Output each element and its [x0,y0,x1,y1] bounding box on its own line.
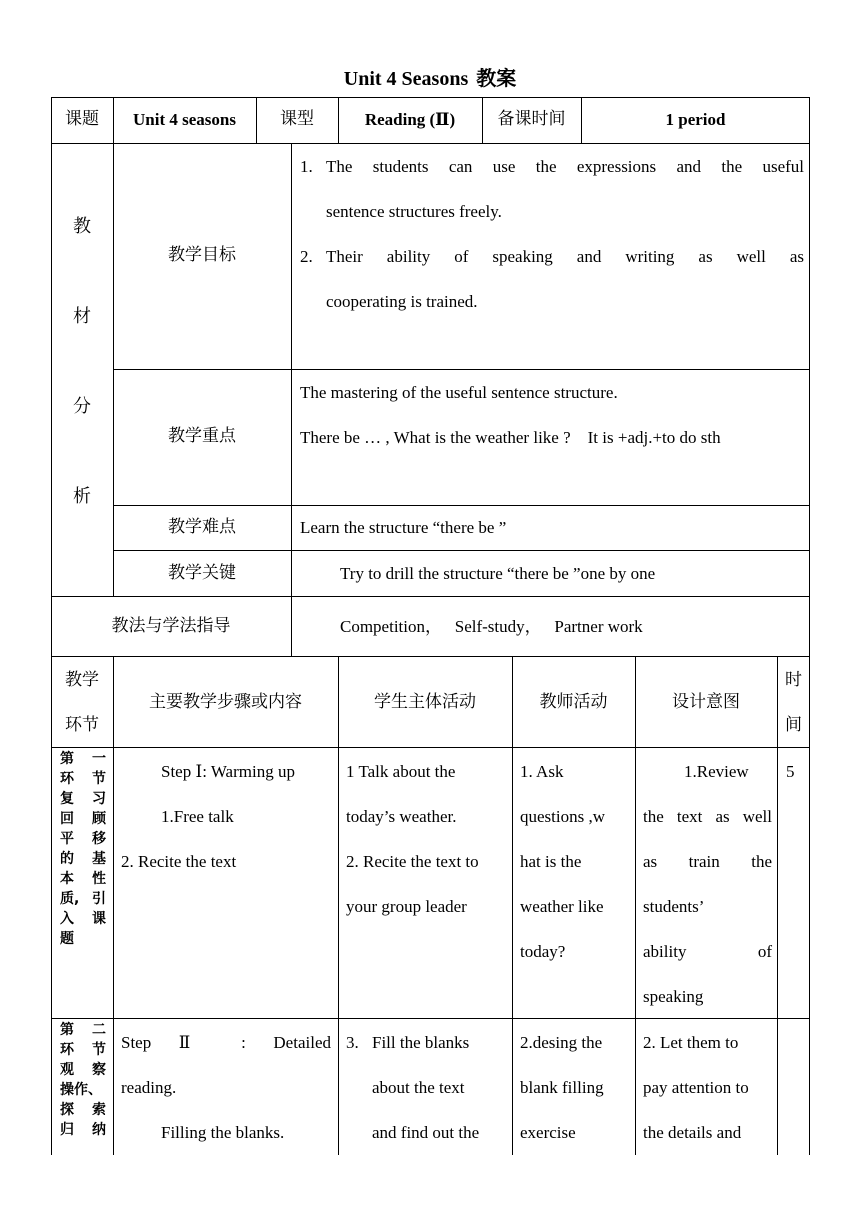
row-2-student-line-2: about the text [372,1078,465,1097]
goals-label: 教学目标 [168,245,236,265]
goal-1-line-2: sentence structures freely. [326,202,502,221]
title-en: Unit 4 Seasons [343,68,469,90]
type-label: 课型 [280,109,314,129]
topic-label: 课题 [65,109,99,129]
row-2-design-line-2: pay attention to [643,1078,749,1097]
key-label: 教学重点 [168,426,236,446]
row-2-step-line-3: Filling the blanks. [161,1123,285,1142]
row-2-step-heading: Step Ⅱ : Detailed [121,1033,331,1052]
row-1-student-line-2: today’s weather. [346,807,457,826]
key-line-1: The mastering of the useful sentence structure. [300,383,618,402]
row-1-step-heading: Step Ⅰ: Warming up [161,762,295,781]
goal-1-number: 1. [300,157,313,176]
row-1-design-line-5: ability of [643,942,772,961]
row-1-student-line-3: 2. Recite the text to [346,852,479,871]
col-time-line-1: 时 [785,670,802,690]
row-1-design-line-1: 1.Review [684,762,749,781]
difficulty-label: 教学难点 [168,517,236,537]
title-cn: 教案 [476,66,517,90]
topic-value: Unit 4 seasons [133,110,236,129]
row-1-design-line-3: as train the [643,852,772,871]
crux-label: 教学关键 [168,563,236,583]
row-2-teacher-line-1: 2.desing the [520,1033,603,1052]
row-2-step-line-2: reading. [121,1078,177,1097]
difficulty-value: Learn the structure “there be ” [300,518,507,537]
row-1-teacher-line-4: weather like [520,897,604,916]
row-2-teacher-line-2: blank filling [520,1078,604,1097]
goal-1-line-1: The students can use the expressions and the useful [326,157,804,176]
method-label: 教法与学法指导 [111,616,231,636]
row-2-design-line-3: the details and [643,1123,742,1142]
col-student: 学生主体活动 [374,692,476,712]
col-design: 设计意图 [672,692,740,712]
key-line-2: There be … , What is the weather like ? It is +adj.+to do sth [300,428,721,447]
col-stage-line-2: 环节 [65,715,99,735]
row-1-teacher-line-3: hat is the [520,852,582,871]
prep-value: 1 period [665,110,726,129]
goal-2-number: 2. [300,247,313,266]
goal-2-line-2: cooperating is trained. [326,292,478,311]
row-2-design-line-1: 2. Let them to [643,1033,739,1052]
row-2-student-line-3: and find out the [372,1123,480,1142]
row-1-student-line-1: 1 Talk about the [346,762,456,781]
row-1-teacher-line-1: 1. Ask [520,762,564,781]
crux-value: Try to drill the structure “there be ”one by one [340,564,656,583]
document-title [0,62,860,91]
goal-2-line-1: Their ability of speaking and writing as well as [326,247,804,266]
row-2-teacher-line-3: exercise [520,1123,576,1142]
row-2-student-number: 3. [346,1033,359,1052]
row-1-step-line-2: 1.Free talk [161,807,234,826]
method-value: Competition， Self-study， Partner work [340,617,643,636]
row-2-student-line-1: Fill the blanks [372,1033,470,1052]
col-time-line-2: 间 [785,715,802,735]
row-1-teacher-line-5: today? [520,942,566,961]
prep-label: 备课时间 [497,109,566,129]
row-1-stage: 第 一 环 节 复 习 回 顾 平 移 的 基 本 性 质, 引 入 课 题 [60,751,106,947]
row-1-design-line-4: students’ [643,897,705,916]
col-steps: 主要教学步骤或内容 [149,692,302,712]
row-1-student-line-4: your group leader [346,897,467,916]
type-value: Reading (Ⅱ) [364,110,456,129]
row-1-design-line-2: the text as well [643,807,772,826]
col-stage-line-1: 教学 [65,670,99,690]
row-2-stage: 第 二 环 节 观 察 操作、 探 索 归 纳 [60,1022,106,1138]
row-1-time: 5 [786,762,795,781]
row-1-teacher-line-2: questions ,w [520,807,605,826]
row-1-design-line-6: speaking [643,987,704,1006]
col-teacher: 教师活动 [539,692,608,712]
row-1-step-line-3: 2. Recite the text [121,852,237,871]
analysis-side-label: 教 材 分 析 [73,216,91,507]
